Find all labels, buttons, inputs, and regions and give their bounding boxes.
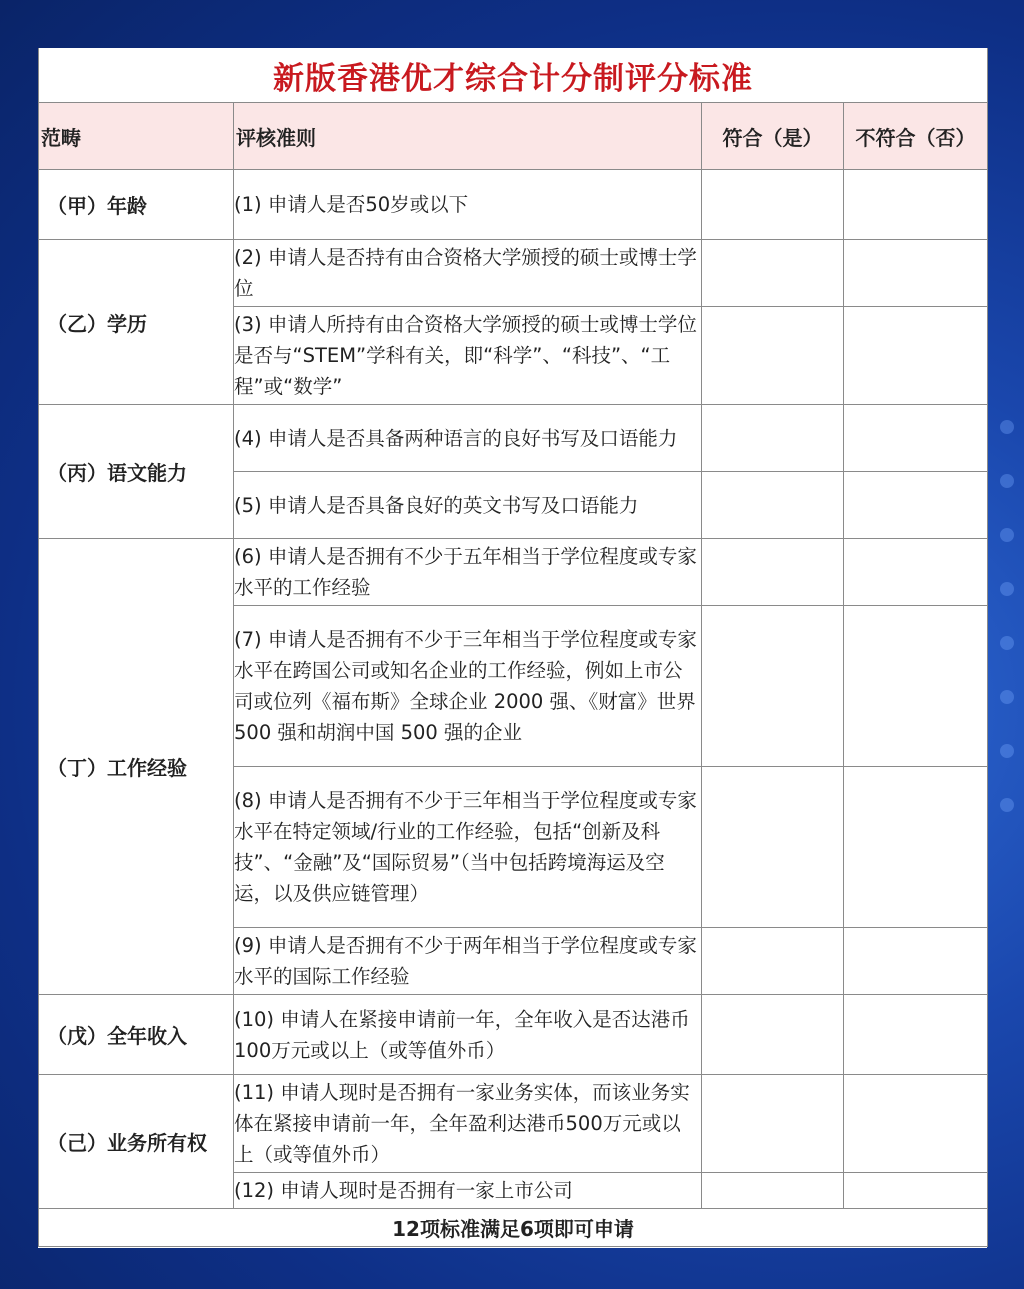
table-row	[39, 240, 988, 307]
criterion-8: (8) 申请人是否拥有不少于三年相当于学位程度或专家水平在特定领域/行业的工作经验，包括“创新及科技”、“金融”及“国际贸易”（当中包括跨境海运及空运，以及供应链管理）	[234, 767, 702, 928]
header-criteria: 评核准则	[234, 103, 702, 170]
table-row	[39, 995, 988, 1075]
no-cell-3[interactable]	[844, 307, 988, 405]
yes-cell-9[interactable]	[702, 928, 844, 995]
yes-cell-4[interactable]	[702, 405, 844, 472]
no-cell-4[interactable]	[844, 405, 988, 472]
yes-cell-1[interactable]	[702, 170, 844, 240]
category-age: （甲）年龄	[39, 170, 234, 240]
table-header	[39, 103, 988, 170]
no-cell-12[interactable]	[844, 1173, 988, 1209]
no-cell-9[interactable]	[844, 928, 988, 995]
category-income: （戊）全年收入	[39, 995, 234, 1075]
no-cell-5[interactable]	[844, 472, 988, 539]
criterion-7: (7) 申请人是否拥有不少于三年相当于学位程度或专家水平在跨国公司或知名企业的工作经验，例如上市公司或位列《福布斯》全球企业 2000 强、《财富》世界 500 强和胡润中国 500 强的企业	[234, 606, 702, 767]
criterion-1: (1) 申请人是否50岁或以下	[234, 170, 702, 240]
no-cell-10[interactable]	[844, 995, 988, 1075]
criterion-2: (2) 申请人是否持有由合资格大学颁授的硕士或博士学位	[234, 240, 702, 307]
no-cell-8[interactable]	[844, 767, 988, 928]
criterion-6: (6) 申请人是否拥有不少于五年相当于学位程度或专家水平的工作经验	[234, 539, 702, 606]
no-cell-6[interactable]	[844, 539, 988, 606]
yes-cell-7[interactable]	[702, 606, 844, 767]
header-category: 范畴	[39, 103, 234, 170]
yes-cell-12[interactable]	[702, 1173, 844, 1209]
decorative-dots	[1000, 420, 1020, 852]
table-row	[39, 539, 988, 606]
criterion-3: (3) 申请人所持有由合资格大学颁授的硕士或博士学位是否与“STEM”学科有关，即“科学”、“科技”、“工程”或“数学”	[234, 307, 702, 405]
table-row	[39, 405, 988, 472]
page-title: 新版香港优才综合计分制评分标准	[39, 48, 988, 103]
criterion-10: (10) 申请人在紧接申请前一年，全年收入是否达港币100万元或以上（或等值外币）	[234, 995, 702, 1075]
criterion-11: (11) 申请人现时是否拥有一家业务实体，而该业务实体在紧接申请前一年，全年盈利达港币500万元或以上（或等值外币）	[234, 1075, 702, 1173]
no-cell-1[interactable]	[844, 170, 988, 240]
criterion-9: (9) 申请人是否拥有不少于两年相当于学位程度或专家水平的国际工作经验	[234, 928, 702, 995]
yes-cell-5[interactable]	[702, 472, 844, 539]
criteria-card	[38, 48, 987, 1248]
yes-cell-2[interactable]	[702, 240, 844, 307]
yes-cell-3[interactable]	[702, 307, 844, 405]
table-row	[39, 1075, 988, 1173]
category-work: （丁）工作经验	[39, 539, 234, 995]
criteria-table	[38, 48, 988, 1247]
criterion-12: (12) 申请人现时是否拥有一家上市公司	[234, 1173, 702, 1209]
yes-cell-10[interactable]	[702, 995, 844, 1075]
no-cell-2[interactable]	[844, 240, 988, 307]
no-cell-11[interactable]	[844, 1075, 988, 1173]
criterion-5: (5) 申请人是否具备良好的英文书写及口语能力	[234, 472, 702, 539]
criterion-4: (4) 申请人是否具备两种语言的良好书写及口语能力	[234, 405, 702, 472]
header-no: 不符合（否）	[844, 103, 988, 170]
category-language: （丙）语文能力	[39, 405, 234, 539]
category-education: （乙）学历	[39, 240, 234, 405]
yes-cell-6[interactable]	[702, 539, 844, 606]
table-row	[39, 170, 988, 240]
no-cell-7[interactable]	[844, 606, 988, 767]
yes-cell-8[interactable]	[702, 767, 844, 928]
yes-cell-11[interactable]	[702, 1075, 844, 1173]
header-yes: 符合（是）	[702, 103, 844, 170]
category-business: （己）业务所有权	[39, 1075, 234, 1209]
footer-note: 12项标准满足6项即可申请	[39, 1209, 988, 1247]
